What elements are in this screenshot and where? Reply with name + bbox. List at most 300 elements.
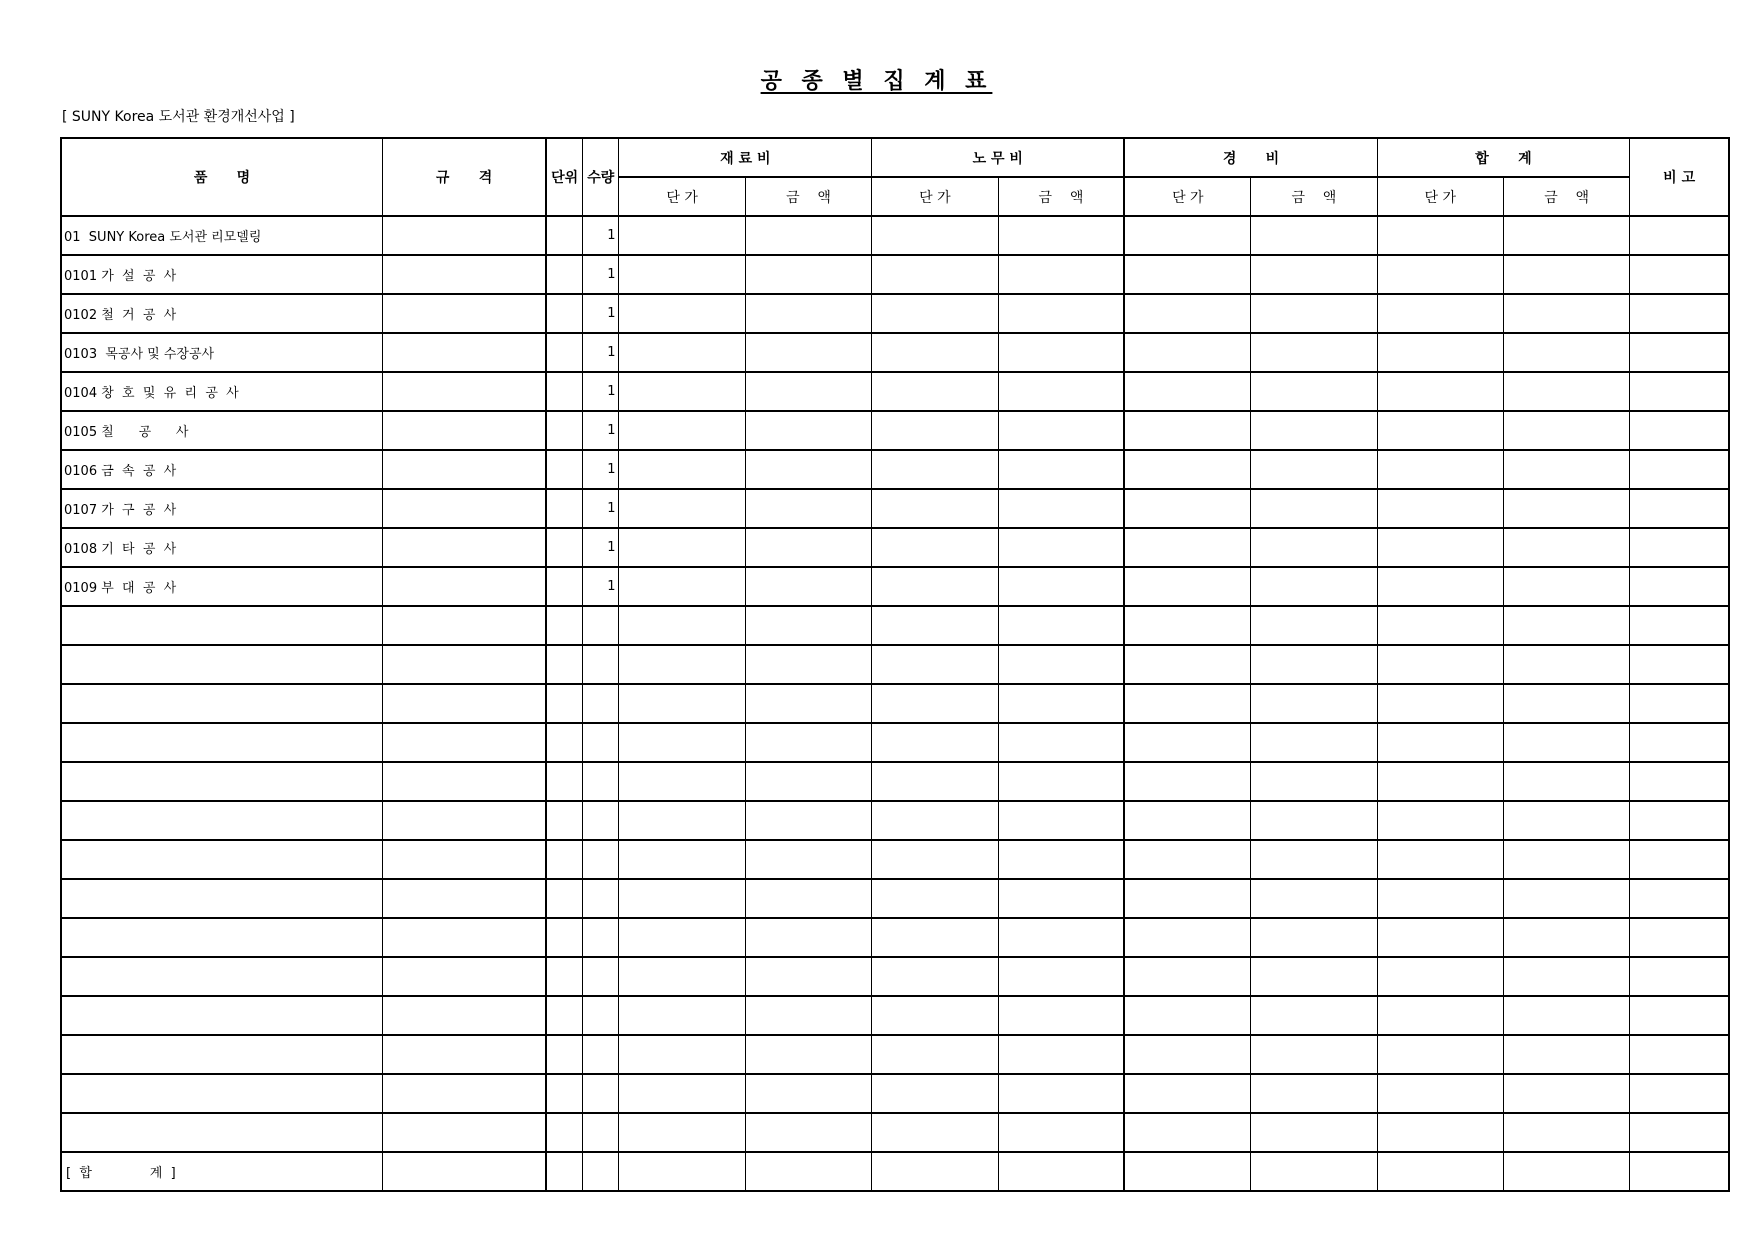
item-total-amount xyxy=(1503,333,1629,372)
item-spec xyxy=(382,411,546,450)
item-material-amount xyxy=(745,489,871,528)
empty-qty xyxy=(583,723,619,762)
empty-total-unit-price xyxy=(1377,684,1503,723)
empty-total-unit-price xyxy=(1377,723,1503,762)
item-material-amount xyxy=(745,372,871,411)
empty-name xyxy=(61,645,382,684)
empty-expense-unit-price xyxy=(1124,606,1250,645)
empty-total-amount xyxy=(1503,918,1629,957)
total-labor-unit-price xyxy=(872,1152,998,1191)
empty-spec xyxy=(382,840,546,879)
item-unit xyxy=(546,411,582,450)
empty-unit xyxy=(546,801,582,840)
item-material-unit-price xyxy=(619,567,745,606)
empty-expense-unit-price xyxy=(1124,879,1250,918)
empty-name xyxy=(61,996,382,1035)
empty-labor-unit-price xyxy=(872,918,998,957)
empty-unit xyxy=(546,840,582,879)
item-expense-unit-price xyxy=(1124,255,1250,294)
item-labor-unit-price xyxy=(872,372,998,411)
item-unit xyxy=(546,372,582,411)
table-row xyxy=(61,567,1729,606)
item-total-amount xyxy=(1503,489,1629,528)
empty-spec xyxy=(382,1074,546,1113)
empty-unit xyxy=(546,879,582,918)
empty-total-amount xyxy=(1503,1035,1629,1074)
empty-total-amount xyxy=(1503,879,1629,918)
header-expense-unit-price: 단 가 xyxy=(1124,177,1250,216)
item-name: 01 SUNY Korea 도서관 리모델링 xyxy=(61,216,382,255)
item-material-amount xyxy=(745,333,871,372)
table-row xyxy=(61,411,1729,450)
item-expense-unit-price xyxy=(1124,567,1250,606)
empty-qty xyxy=(583,879,619,918)
item-spec xyxy=(382,216,546,255)
item-total-unit-price xyxy=(1377,255,1503,294)
empty-total-amount xyxy=(1503,840,1629,879)
item-labor-unit-price xyxy=(872,333,998,372)
table-row-empty xyxy=(61,762,1729,801)
empty-total-unit-price xyxy=(1377,606,1503,645)
empty-material-unit-price xyxy=(619,801,745,840)
empty-material-amount xyxy=(745,996,871,1035)
empty-expense-amount xyxy=(1251,957,1377,996)
total-expense-amount xyxy=(1251,1152,1377,1191)
empty-material-amount xyxy=(745,801,871,840)
item-labor-unit-price xyxy=(872,450,998,489)
item-labor-unit-price xyxy=(872,255,998,294)
document-title xyxy=(0,64,1753,95)
item-total-amount xyxy=(1503,372,1629,411)
empty-material-amount xyxy=(745,879,871,918)
item-material-unit-price xyxy=(619,333,745,372)
empty-total-amount xyxy=(1503,762,1629,801)
empty-expense-unit-price xyxy=(1124,684,1250,723)
item-total-unit-price xyxy=(1377,294,1503,333)
empty-material-unit-price xyxy=(619,684,745,723)
item-unit xyxy=(546,294,582,333)
empty-total-unit-price xyxy=(1377,762,1503,801)
empty-labor-amount xyxy=(998,957,1124,996)
item-total-unit-price xyxy=(1377,411,1503,450)
table-row-empty xyxy=(61,606,1729,645)
item-remark xyxy=(1630,372,1729,411)
header-labor: 노 무 비 xyxy=(872,138,1125,177)
empty-remark xyxy=(1630,879,1729,918)
item-expense-amount xyxy=(1251,567,1377,606)
item-material-unit-price xyxy=(619,255,745,294)
item-total-unit-price xyxy=(1377,567,1503,606)
table-row-empty xyxy=(61,840,1729,879)
total-unit xyxy=(546,1152,582,1191)
empty-unit xyxy=(546,762,582,801)
item-material-unit-price xyxy=(619,294,745,333)
empty-expense-amount xyxy=(1251,606,1377,645)
empty-total-amount xyxy=(1503,996,1629,1035)
item-material-unit-price xyxy=(619,450,745,489)
empty-material-unit-price xyxy=(619,840,745,879)
empty-labor-unit-price xyxy=(872,1113,998,1152)
empty-labor-amount xyxy=(998,762,1124,801)
header-labor-unit-price: 단 가 xyxy=(872,177,998,216)
empty-labor-unit-price xyxy=(872,996,998,1035)
item-labor-unit-price xyxy=(872,216,998,255)
empty-total-unit-price xyxy=(1377,1035,1503,1074)
table-row-empty xyxy=(61,1113,1729,1152)
empty-name xyxy=(61,918,382,957)
empty-expense-unit-price xyxy=(1124,1074,1250,1113)
header-total-amount: 금 액 xyxy=(1503,177,1629,216)
item-total-unit-price xyxy=(1377,489,1503,528)
empty-labor-amount xyxy=(998,840,1124,879)
empty-expense-unit-price xyxy=(1124,1035,1250,1074)
empty-expense-amount xyxy=(1251,996,1377,1035)
header-expense-amount: 금 액 xyxy=(1251,177,1377,216)
item-material-unit-price xyxy=(619,216,745,255)
item-total-amount xyxy=(1503,255,1629,294)
item-total-amount xyxy=(1503,528,1629,567)
empty-total-unit-price xyxy=(1377,879,1503,918)
item-qty: 1 xyxy=(583,411,619,450)
item-spec xyxy=(382,489,546,528)
item-remark xyxy=(1630,333,1729,372)
empty-expense-amount xyxy=(1251,762,1377,801)
empty-expense-unit-price xyxy=(1124,723,1250,762)
item-qty: 1 xyxy=(583,528,619,567)
item-qty: 1 xyxy=(583,567,619,606)
header-remark: 비 고 xyxy=(1630,138,1729,216)
item-spec xyxy=(382,294,546,333)
empty-labor-unit-price xyxy=(872,801,998,840)
total-spec xyxy=(382,1152,546,1191)
empty-material-unit-price xyxy=(619,1113,745,1152)
empty-qty xyxy=(583,840,619,879)
item-remark xyxy=(1630,216,1729,255)
item-labor-amount xyxy=(998,333,1124,372)
header-total-unit-price: 단 가 xyxy=(1377,177,1503,216)
table-row-empty xyxy=(61,918,1729,957)
empty-labor-amount xyxy=(998,684,1124,723)
empty-material-amount xyxy=(745,1113,871,1152)
empty-labor-unit-price xyxy=(872,606,998,645)
empty-remark xyxy=(1630,762,1729,801)
item-expense-amount xyxy=(1251,216,1377,255)
item-expense-unit-price xyxy=(1124,372,1250,411)
empty-labor-amount xyxy=(998,879,1124,918)
item-qty: 1 xyxy=(583,216,619,255)
header-labor-amount: 금 액 xyxy=(998,177,1124,216)
empty-material-unit-price xyxy=(619,879,745,918)
item-unit xyxy=(546,567,582,606)
empty-name xyxy=(61,684,382,723)
item-labor-unit-price xyxy=(872,567,998,606)
empty-labor-amount xyxy=(998,996,1124,1035)
header-material-amount: 금 액 xyxy=(745,177,871,216)
table-row-empty xyxy=(61,879,1729,918)
item-remark xyxy=(1630,489,1729,528)
item-material-amount xyxy=(745,294,871,333)
item-expense-unit-price xyxy=(1124,216,1250,255)
empty-expense-unit-price xyxy=(1124,645,1250,684)
item-total-amount xyxy=(1503,567,1629,606)
item-labor-amount xyxy=(998,255,1124,294)
empty-total-unit-price xyxy=(1377,918,1503,957)
item-spec xyxy=(382,372,546,411)
item-expense-unit-price xyxy=(1124,411,1250,450)
table-row xyxy=(61,528,1729,567)
total-row xyxy=(61,1152,1729,1191)
empty-labor-unit-price xyxy=(872,1035,998,1074)
item-unit xyxy=(546,528,582,567)
empty-unit xyxy=(546,1113,582,1152)
table-row xyxy=(61,294,1729,333)
total-material-amount xyxy=(745,1152,871,1191)
table-row xyxy=(61,450,1729,489)
item-qty: 1 xyxy=(583,255,619,294)
table-row xyxy=(61,333,1729,372)
item-expense-amount xyxy=(1251,333,1377,372)
item-labor-unit-price xyxy=(872,294,998,333)
header-material: 재 료 비 xyxy=(619,138,872,177)
empty-expense-amount xyxy=(1251,801,1377,840)
empty-qty xyxy=(583,645,619,684)
table-row-empty xyxy=(61,645,1729,684)
item-total-unit-price xyxy=(1377,528,1503,567)
empty-expense-amount xyxy=(1251,879,1377,918)
empty-name xyxy=(61,1035,382,1074)
item-remark xyxy=(1630,567,1729,606)
header-name: 품 명 xyxy=(61,138,382,216)
item-spec xyxy=(382,450,546,489)
empty-total-amount xyxy=(1503,723,1629,762)
empty-labor-amount xyxy=(998,1035,1124,1074)
empty-material-amount xyxy=(745,762,871,801)
total-remark xyxy=(1630,1152,1729,1191)
item-expense-unit-price xyxy=(1124,333,1250,372)
empty-expense-unit-price xyxy=(1124,801,1250,840)
empty-expense-unit-price xyxy=(1124,957,1250,996)
empty-total-amount xyxy=(1503,1074,1629,1113)
empty-labor-unit-price xyxy=(872,723,998,762)
empty-qty xyxy=(583,684,619,723)
empty-remark xyxy=(1630,684,1729,723)
item-unit xyxy=(546,333,582,372)
empty-spec xyxy=(382,1035,546,1074)
item-name: 0108 기 타 공 사 xyxy=(61,528,382,567)
empty-spec xyxy=(382,801,546,840)
empty-material-unit-price xyxy=(619,1074,745,1113)
item-expense-amount xyxy=(1251,372,1377,411)
empty-labor-unit-price xyxy=(872,1074,998,1113)
item-labor-amount xyxy=(998,216,1124,255)
empty-labor-unit-price xyxy=(872,879,998,918)
table-row-empty xyxy=(61,801,1729,840)
empty-labor-amount xyxy=(998,645,1124,684)
empty-spec xyxy=(382,606,546,645)
empty-total-amount xyxy=(1503,645,1629,684)
empty-expense-amount xyxy=(1251,840,1377,879)
empty-total-unit-price xyxy=(1377,801,1503,840)
empty-remark xyxy=(1630,1035,1729,1074)
item-expense-amount xyxy=(1251,294,1377,333)
empty-name xyxy=(61,723,382,762)
empty-material-unit-price xyxy=(619,762,745,801)
empty-spec xyxy=(382,684,546,723)
item-spec xyxy=(382,333,546,372)
empty-material-amount xyxy=(745,1035,871,1074)
empty-unit xyxy=(546,723,582,762)
item-material-amount xyxy=(745,216,871,255)
table-body xyxy=(61,216,1729,1191)
table-row-empty xyxy=(61,723,1729,762)
total-material-unit-price xyxy=(619,1152,745,1191)
empty-expense-unit-price xyxy=(1124,996,1250,1035)
empty-material-amount xyxy=(745,1074,871,1113)
document-title-text: 공 종 별 집 계 표 xyxy=(760,69,993,94)
empty-remark xyxy=(1630,840,1729,879)
item-total-amount xyxy=(1503,294,1629,333)
empty-expense-amount xyxy=(1251,1074,1377,1113)
item-labor-amount xyxy=(998,567,1124,606)
empty-material-amount xyxy=(745,840,871,879)
item-name: 0101 가 설 공 사 xyxy=(61,255,382,294)
empty-material-amount xyxy=(745,645,871,684)
item-total-unit-price xyxy=(1377,450,1503,489)
item-qty: 1 xyxy=(583,294,619,333)
empty-expense-amount xyxy=(1251,1113,1377,1152)
table-row-empty xyxy=(61,996,1729,1035)
empty-labor-unit-price xyxy=(872,684,998,723)
empty-name xyxy=(61,840,382,879)
item-name: 0106 금 속 공 사 xyxy=(61,450,382,489)
empty-material-unit-price xyxy=(619,957,745,996)
header-spec: 규 격 xyxy=(382,138,546,216)
item-remark xyxy=(1630,255,1729,294)
table-row xyxy=(61,216,1729,255)
empty-unit xyxy=(546,1074,582,1113)
empty-unit xyxy=(546,606,582,645)
empty-labor-amount xyxy=(998,1113,1124,1152)
empty-qty xyxy=(583,1035,619,1074)
empty-total-unit-price xyxy=(1377,1113,1503,1152)
empty-qty xyxy=(583,918,619,957)
empty-spec xyxy=(382,996,546,1035)
item-remark xyxy=(1630,450,1729,489)
empty-expense-amount xyxy=(1251,918,1377,957)
item-remark xyxy=(1630,411,1729,450)
empty-remark xyxy=(1630,606,1729,645)
empty-total-unit-price xyxy=(1377,996,1503,1035)
item-expense-amount xyxy=(1251,450,1377,489)
empty-expense-amount xyxy=(1251,1035,1377,1074)
table-row xyxy=(61,372,1729,411)
empty-name xyxy=(61,606,382,645)
empty-labor-amount xyxy=(998,1074,1124,1113)
empty-remark xyxy=(1630,957,1729,996)
empty-total-unit-price xyxy=(1377,840,1503,879)
item-unit xyxy=(546,450,582,489)
empty-labor-unit-price xyxy=(872,840,998,879)
empty-spec xyxy=(382,723,546,762)
header-qty: 수량 xyxy=(583,138,619,216)
total-labor-amount xyxy=(998,1152,1124,1191)
total-expense-unit-price xyxy=(1124,1152,1250,1191)
table-row-empty xyxy=(61,957,1729,996)
item-total-amount xyxy=(1503,216,1629,255)
item-material-unit-price xyxy=(619,489,745,528)
item-material-amount xyxy=(745,567,871,606)
empty-material-unit-price xyxy=(619,606,745,645)
item-qty: 1 xyxy=(583,489,619,528)
empty-unit xyxy=(546,918,582,957)
item-spec xyxy=(382,255,546,294)
empty-labor-unit-price xyxy=(872,645,998,684)
item-expense-unit-price xyxy=(1124,489,1250,528)
empty-spec xyxy=(382,762,546,801)
empty-material-amount xyxy=(745,957,871,996)
item-name: 0102 철 거 공 사 xyxy=(61,294,382,333)
empty-name xyxy=(61,801,382,840)
item-expense-unit-price xyxy=(1124,450,1250,489)
empty-spec xyxy=(382,1113,546,1152)
table-row xyxy=(61,255,1729,294)
empty-material-unit-price xyxy=(619,1035,745,1074)
empty-qty xyxy=(583,762,619,801)
item-spec xyxy=(382,528,546,567)
item-labor-amount xyxy=(998,372,1124,411)
item-material-amount xyxy=(745,450,871,489)
empty-expense-amount xyxy=(1251,684,1377,723)
empty-total-amount xyxy=(1503,801,1629,840)
empty-remark xyxy=(1630,723,1729,762)
empty-unit xyxy=(546,996,582,1035)
item-expense-amount xyxy=(1251,489,1377,528)
empty-labor-amount xyxy=(998,723,1124,762)
empty-total-unit-price xyxy=(1377,957,1503,996)
item-material-amount xyxy=(745,411,871,450)
empty-material-unit-price xyxy=(619,645,745,684)
header-material-unit-price: 단 가 xyxy=(619,177,745,216)
item-expense-amount xyxy=(1251,411,1377,450)
empty-qty xyxy=(583,606,619,645)
item-remark xyxy=(1630,528,1729,567)
item-qty: 1 xyxy=(583,372,619,411)
empty-material-unit-price xyxy=(619,723,745,762)
item-labor-amount xyxy=(998,294,1124,333)
empty-remark xyxy=(1630,801,1729,840)
empty-remark xyxy=(1630,1113,1729,1152)
empty-unit xyxy=(546,684,582,723)
empty-total-amount xyxy=(1503,684,1629,723)
empty-name xyxy=(61,1113,382,1152)
empty-labor-unit-price xyxy=(872,762,998,801)
item-name: 0109 부 대 공 사 xyxy=(61,567,382,606)
empty-total-amount xyxy=(1503,606,1629,645)
empty-name xyxy=(61,879,382,918)
summary-table xyxy=(60,137,1730,1192)
item-remark xyxy=(1630,294,1729,333)
empty-total-amount xyxy=(1503,957,1629,996)
item-material-unit-price xyxy=(619,372,745,411)
empty-remark xyxy=(1630,1074,1729,1113)
item-total-unit-price xyxy=(1377,216,1503,255)
empty-material-amount xyxy=(745,918,871,957)
header-unit: 단위 xyxy=(546,138,582,216)
empty-expense-unit-price xyxy=(1124,762,1250,801)
item-expense-unit-price xyxy=(1124,528,1250,567)
empty-name xyxy=(61,762,382,801)
empty-spec xyxy=(382,918,546,957)
